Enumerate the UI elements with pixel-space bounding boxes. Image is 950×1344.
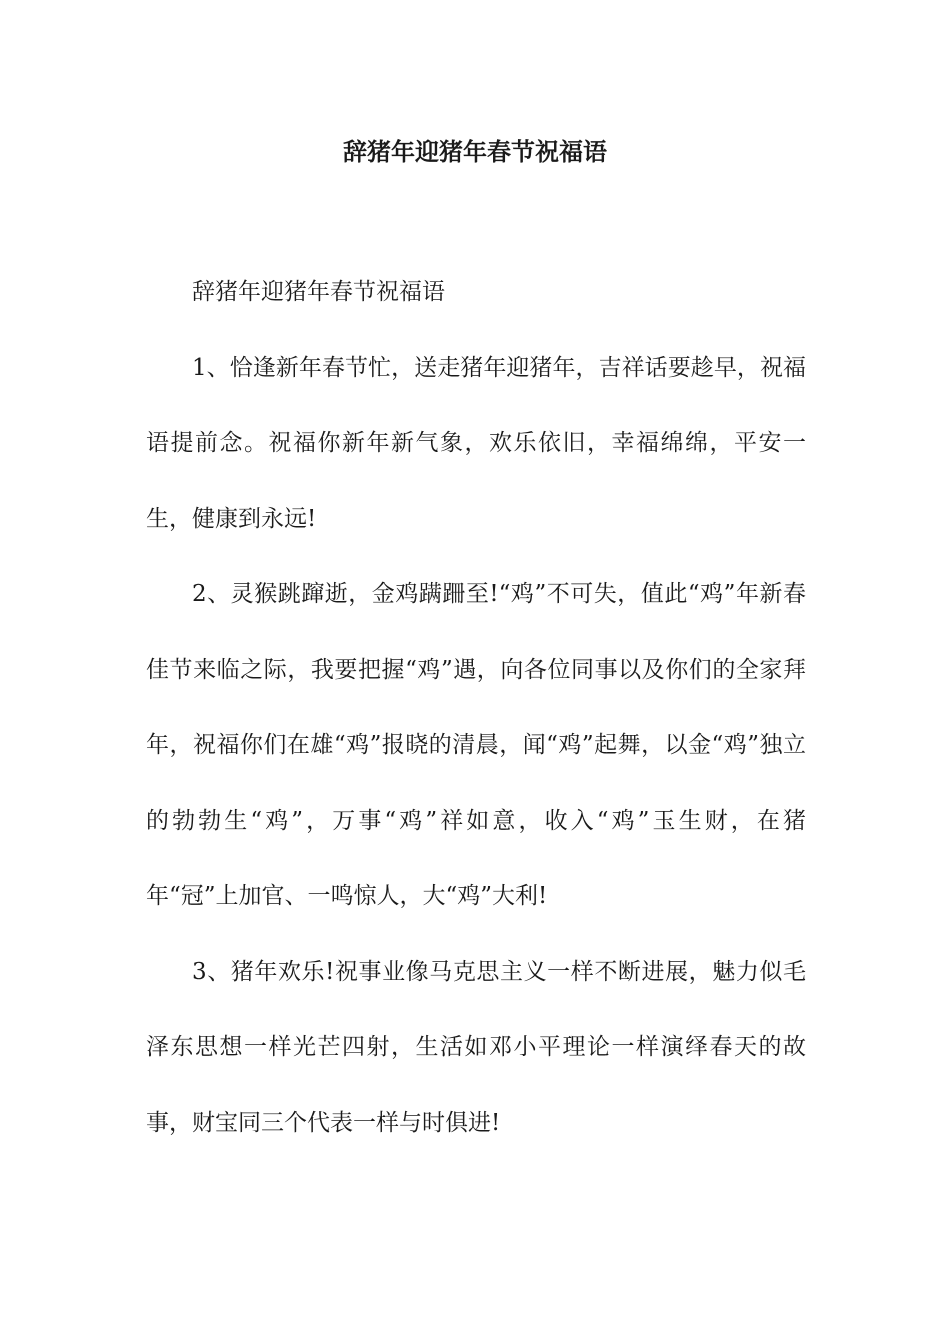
paragraph-subtitle: 辞猪年迎猪年春节祝福语 xyxy=(192,279,445,305)
document-body xyxy=(146,255,806,1161)
paragraph-3: 3、猪年欢乐!祝事业像马克思主义一样不断进展，魅力似毛泽东思想一样光芒四射，生活如邓小平理论一样演绎春天的故事，财宝同三个代表一样与时俱进! xyxy=(146,958,806,1136)
document-title: 辞猪年迎猪年春节祝福语 xyxy=(343,138,607,166)
paragraph-1: 1、恰逢新年春节忙，送走猪年迎猪年，吉祥话要趁早，祝福语提前念。祝福你新年新气象，欢乐依旧，幸福绵绵，平安一生，健康到永远! xyxy=(146,354,806,532)
paragraph-2: 2、灵猴跳蹿逝，金鸡蹒跚至!“鸡”不可失，值此“鸡”年新春佳节来临之际，我要把握“鸡”遇，向各位同事以及你们的全家拜年，祝福你们在雄“鸡”报晓的清晨，闻“鸡”起舞，以金“鸡”独立的勃勃生“鸡”，万事“鸡”祥如意，收入“鸡”玉生财，在猪年“冠”上加官、一鸣惊人，大“鸡”大利! xyxy=(146,581,806,909)
